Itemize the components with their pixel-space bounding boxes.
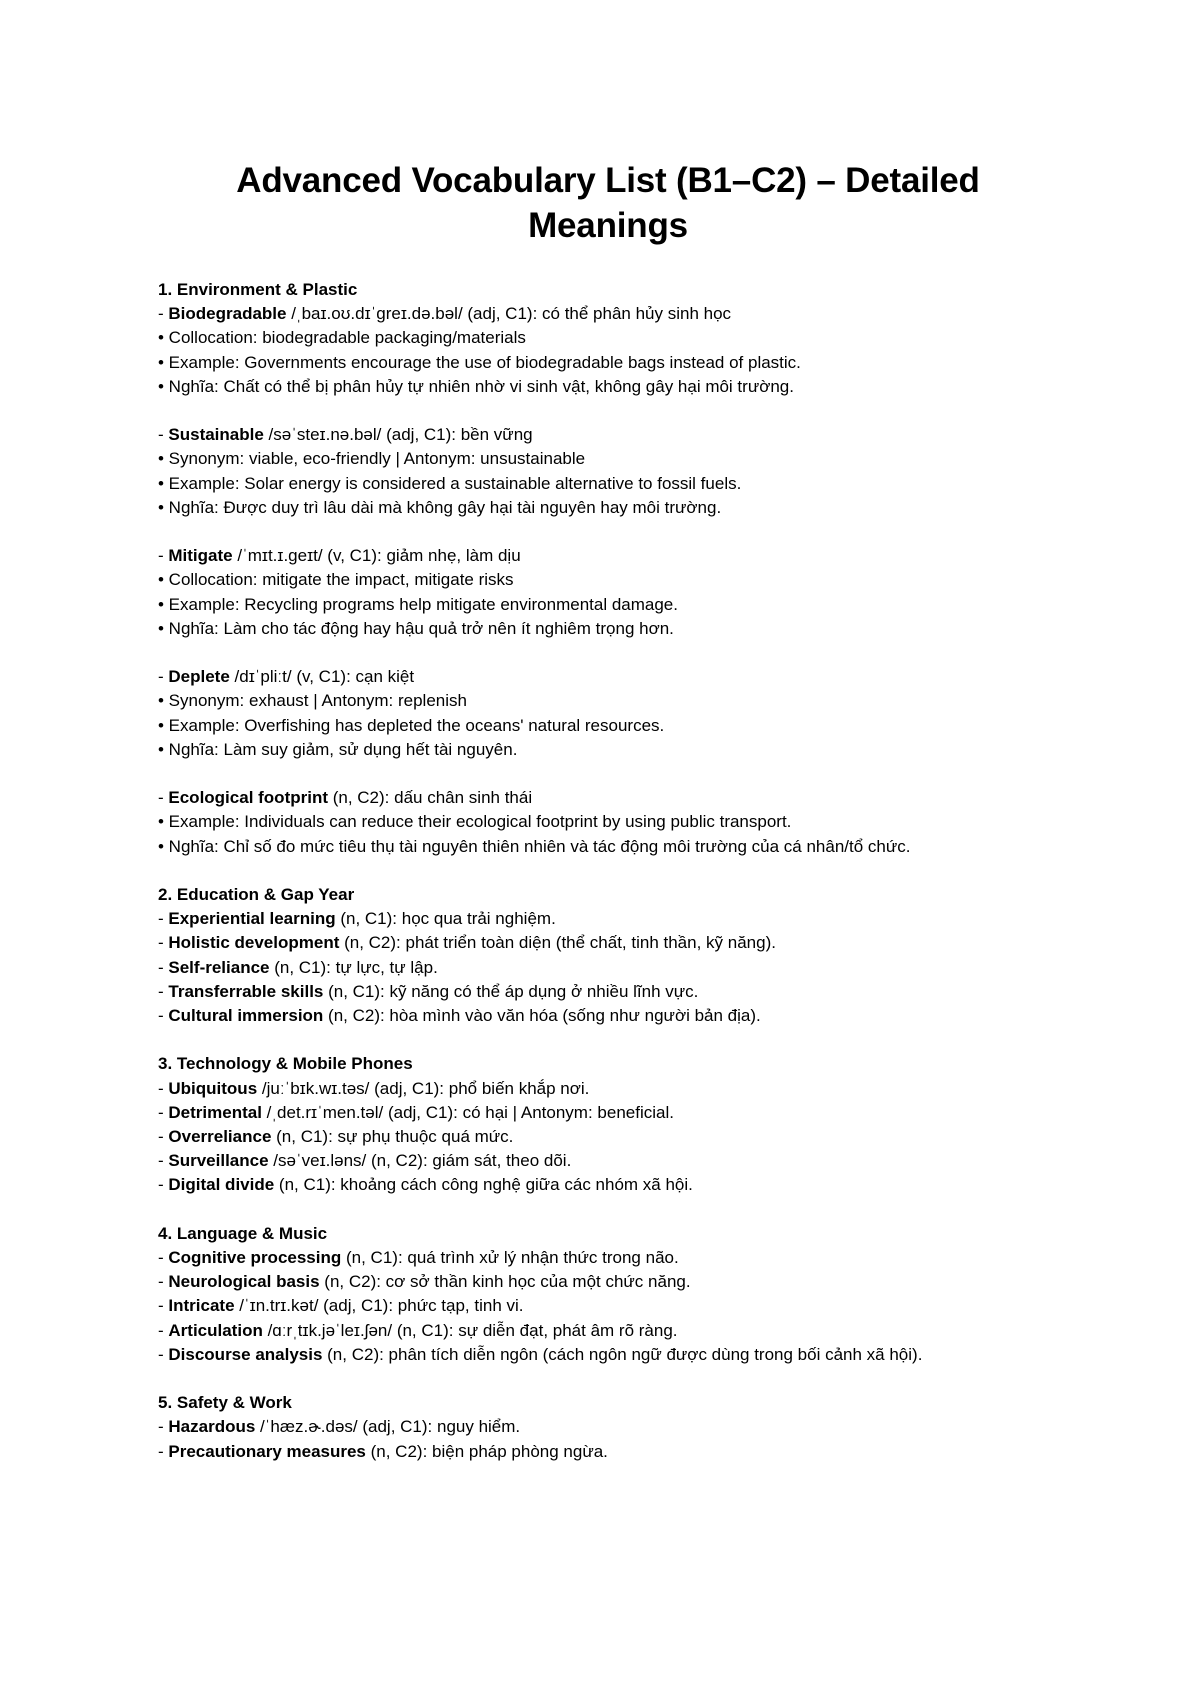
vocab-term: Hazardous [168, 1417, 256, 1437]
detail-line: • Nghĩa: Làm cho tác động hay hậu quả trở nên ít nghiêm trọng hơn. [158, 618, 674, 638]
term-line [158, 1415, 1058, 1439]
bullet-dash: - [158, 304, 169, 324]
term-definition: (n, C1): tự lực, tự lập. [269, 957, 438, 977]
term-definition: (n, C2): hòa mình vào văn hóa (sống như người bản địa). [323, 1006, 761, 1026]
term-definition: (n, C1): sự phụ thuộc quá mức. [271, 1127, 514, 1147]
bullet-dash: - [158, 1078, 169, 1098]
section-heading: 2. Education & Gap Year [158, 885, 355, 904]
term-line [158, 956, 1058, 980]
term-line [158, 786, 1058, 810]
term-line [158, 544, 1058, 568]
bullet-dash: - [158, 1320, 169, 1340]
bullet-dash: - [158, 1272, 169, 1292]
page-title: Advanced Vocabulary List (B1–C2) – Detailed Meanings [236, 161, 980, 245]
term-line [158, 1101, 1058, 1125]
bullet-dash: - [158, 1417, 169, 1437]
term-line [158, 302, 1058, 326]
section-heading: 5. Safety & Work [158, 1393, 292, 1413]
term-line [158, 665, 1058, 689]
vocab-entry [158, 544, 1058, 641]
vocab-term: Mitigate [168, 546, 233, 566]
vocab-term: Deplete [168, 667, 230, 687]
term-definition: (n, C2): phát triển toàn diện (thể chất, tinh thần, kỹ năng). [339, 933, 776, 953]
term-definition: /səˈveɪ.ləns/ (n, C2): giám sát, theo dõi. [268, 1151, 572, 1171]
bullet-dash: - [158, 1102, 169, 1122]
detail-line: • Collocation: mitigate the impact, mitigate risks [158, 570, 514, 590]
vocab-term: Experiential learning [168, 909, 336, 929]
vocab-entry [158, 665, 1058, 762]
vocab-term: Digital divide [168, 1175, 275, 1195]
bullet-dash: - [158, 957, 169, 977]
vocab-entry [158, 1077, 1058, 1198]
term-definition: (n, C1): kỹ năng có thể áp dụng ở nhiều lĩnh vực. [323, 981, 699, 1001]
bullet-dash: - [158, 981, 169, 1001]
section-heading: 3. Technology & Mobile Phones [158, 1054, 413, 1074]
term-definition: /ˌbaɪ.oʊ.dɪˈɡreɪ.də.bəl/ (adj, C1): có thể phân hủy sinh học [286, 304, 732, 324]
bullet-dash: - [158, 1127, 169, 1147]
term-definition: (n, C2): phân tích diễn ngôn (cách ngôn ngữ được dùng trong bối cảnh xã hội). [322, 1344, 923, 1364]
term-line [158, 907, 1058, 931]
vocab-term: Ubiquitous [168, 1078, 258, 1098]
vocab-entry [158, 1246, 1058, 1367]
vocab-term: Cognitive processing [168, 1248, 342, 1268]
bullet-dash: - [158, 1344, 169, 1364]
term-line [158, 931, 1058, 955]
vocab-term: Ecological footprint [168, 788, 328, 808]
term-line [158, 980, 1058, 1004]
vocab-term: Holistic development [168, 933, 340, 953]
term-line [158, 1004, 1058, 1028]
detail-line: • Nghĩa: Chất có thể bị phân hủy tự nhiên nhờ vi sinh vật, không gây hại môi trường. [158, 376, 794, 396]
term-definition: /ˌdet.rɪˈmen.təl/ (adj, C1): có hại | Antonym: beneficial. [261, 1102, 674, 1122]
term-line [158, 1125, 1058, 1149]
term-definition: /səˈsteɪ.nə.bəl/ (adj, C1): bền vững [263, 425, 533, 445]
vocab-term: Articulation [168, 1320, 263, 1340]
detail-line: • Synonym: viable, eco-friendly | Antonym: unsustainable [158, 449, 586, 469]
vocab-entry [158, 1415, 1058, 1463]
term-definition: /dɪˈpliːt/ (v, C1): cạn kiệt [229, 667, 415, 687]
section-heading: 4. Language & Music [158, 1223, 328, 1243]
detail-line: • Example: Recycling programs help mitigate environmental damage. [158, 594, 678, 614]
term-line [158, 1294, 1058, 1318]
term-line [158, 423, 1058, 447]
vocab-section [158, 1052, 1058, 1197]
section-heading: 1. Environment & Plastic [158, 280, 358, 299]
bullet-dash: - [158, 1151, 169, 1171]
vocab-term: Detrimental [168, 1102, 262, 1122]
detail-line: • Nghĩa: Làm suy giảm, sử dụng hết tài nguyên. [158, 739, 518, 759]
term-definition: /ˈɪn.trɪ.kət/ (adj, C1): phức tạp, tinh vi. [234, 1296, 524, 1316]
term-line [158, 1077, 1058, 1101]
vocab-section [158, 278, 1058, 859]
term-definition: /ɑːrˌtɪk.jəˈleɪ.ʃən/ (n, C1): sự diễn đạt, phát âm rõ ràng. [262, 1320, 678, 1340]
bullet-dash: - [158, 909, 169, 929]
term-definition: /ˈhæz.ɚ.dəs/ (adj, C1): nguy hiểm. [255, 1417, 521, 1437]
vocab-section [158, 1391, 1058, 1464]
vocab-section [158, 883, 1058, 1028]
term-line [158, 1173, 1058, 1197]
bullet-dash: - [158, 1006, 169, 1026]
bullet-dash: - [158, 667, 169, 687]
term-definition: (n, C2): cơ sở thần kinh học của một chức năng. [319, 1272, 691, 1292]
bullet-dash: - [158, 1175, 169, 1195]
term-line [158, 1319, 1058, 1343]
detail-line: • Synonym: exhaust | Antonym: replenish [158, 691, 467, 711]
bullet-dash: - [158, 933, 169, 953]
term-line [158, 1270, 1058, 1294]
detail-line: • Example: Individuals can reduce their ecological footprint by using public transport. [158, 812, 792, 832]
vocab-section [158, 1222, 1058, 1367]
vocab-term: Precautionary measures [168, 1441, 366, 1461]
term-definition: /juːˈbɪk.wɪ.təs/ (adj, C1): phổ biến khắp nơi. [257, 1078, 590, 1098]
sections-container [158, 278, 1058, 1464]
detail-line: • Example: Overfishing has depleted the oceans' natural resources. [158, 715, 665, 735]
term-line [158, 1246, 1058, 1270]
term-definition: (n, C2): dấu chân sinh thái [328, 788, 533, 808]
detail-line: • Example: Solar energy is considered a sustainable alternative to fossil fuels. [158, 473, 742, 493]
detail-line: • Example: Governments encourage the use of biodegradable bags instead of plastic. [158, 352, 801, 372]
vocab-term: Biodegradable [168, 304, 287, 324]
term-definition: /ˈmɪt.ɪ.ɡeɪt/ (v, C1): giảm nhẹ, làm dịu [232, 546, 521, 566]
vocab-term: Transferrable skills [168, 981, 324, 1001]
bullet-dash: - [158, 788, 169, 808]
bullet-dash: - [158, 546, 169, 566]
term-line [158, 1343, 1058, 1367]
term-definition: (n, C2): biện pháp phòng ngừa. [365, 1441, 608, 1461]
vocab-term: Discourse analysis [168, 1344, 323, 1364]
vocab-term: Intricate [168, 1296, 235, 1316]
vocab-term: Cultural immersion [168, 1006, 324, 1026]
vocab-entry [158, 302, 1058, 399]
vocab-term: Surveillance [168, 1151, 269, 1171]
bullet-dash: - [158, 425, 169, 445]
bullet-dash: - [158, 1441, 169, 1461]
detail-line: • Nghĩa: Được duy trì lâu dài mà không gây hại tài nguyên hay môi trường. [158, 497, 722, 517]
term-definition: (n, C1): quá trình xử lý nhận thức trong não. [341, 1248, 679, 1268]
term-line [158, 1440, 1058, 1464]
detail-line: • Nghĩa: Chỉ số đo mức tiêu thụ tài nguyên thiên nhiên và tác động môi trường của cá nhân/tổ chức. [158, 836, 911, 856]
term-line [158, 1149, 1058, 1173]
term-definition: (n, C1): học qua trải nghiệm. [335, 909, 556, 929]
bullet-dash: - [158, 1296, 169, 1316]
vocab-entry [158, 786, 1058, 859]
detail-line: • Collocation: biodegradable packaging/materials [158, 328, 526, 348]
vocab-term: Neurological basis [168, 1272, 320, 1292]
term-definition: (n, C1): khoảng cách công nghệ giữa các nhóm xã hội. [274, 1175, 693, 1195]
bullet-dash: - [158, 1248, 169, 1268]
vocab-term: Sustainable [168, 425, 264, 445]
vocab-entry [158, 423, 1058, 520]
vocab-term: Overreliance [168, 1127, 272, 1147]
vocab-entry [158, 907, 1058, 1028]
vocab-term: Self-reliance [168, 957, 270, 977]
document-page [158, 158, 1058, 1488]
